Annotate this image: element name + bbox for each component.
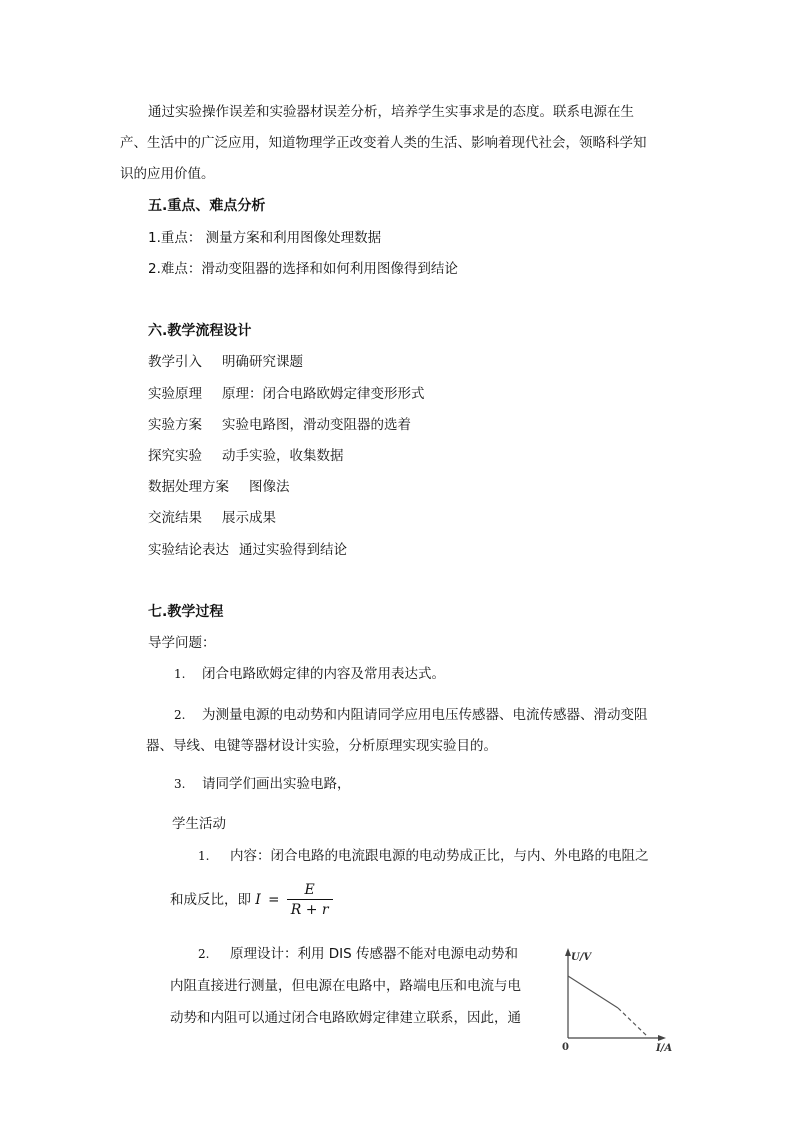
flow-row-label: 实验原理 <box>148 386 202 402</box>
origin-label: 0 <box>562 1042 569 1053</box>
u-i-graph <box>552 938 682 1058</box>
flow-row-label: 实验方案 <box>148 417 202 433</box>
ohm-formula-fraction <box>287 881 333 920</box>
flow-row <box>148 508 276 528</box>
u-i-line-solid <box>568 976 618 1008</box>
activity-2-text-3: 动势和内阻可以通过闭合电路欧姆定律建立联系，因此，通 <box>170 1010 521 1026</box>
intro-line-2: 产、生活中的广泛应用，知道物理学正改变着人类的生活、影响着现代社会，领略科学知 <box>120 135 647 151</box>
flow-row-label: 教学引入 <box>148 354 202 370</box>
section5-item-1: 1.重点： 测量方案和利用图像处理数据 <box>148 230 382 246</box>
flow-row-desc: 原理：闭合电路欧姆定律变形形式 <box>222 386 425 402</box>
formula-denominator: R + r <box>290 901 329 918</box>
flow-row <box>148 540 347 560</box>
activity-2 <box>198 944 518 964</box>
flow-row <box>148 384 425 404</box>
flow-row-desc: 展示成果 <box>222 510 276 526</box>
flow-row <box>148 477 290 497</box>
question-2-number: 2. <box>174 708 186 722</box>
x-axis-label: I/A <box>656 1043 673 1054</box>
flow-row-desc: 通过实验得到结论 <box>239 542 347 558</box>
activity-2-text-1: 原理设计：利用 DIS 传感器不能对电源电动势和 <box>230 946 519 962</box>
activity-label: 学生活动 <box>172 816 226 832</box>
flow-row-desc: 明确研究课题 <box>222 354 303 370</box>
flow-row-desc: 图像法 <box>249 479 290 495</box>
section7-heading: 七.教学过程 <box>148 604 224 620</box>
section6-heading: 六.教学流程设计 <box>148 323 252 339</box>
question-1-number: 1. <box>174 667 186 681</box>
question-2-text-2: 器、导线、电键等器材设计实验，分析原理实现实验目的。 <box>146 738 497 754</box>
formula-equals: = <box>268 892 280 908</box>
activity-1-text-1: 内容：闭合电路的电流跟电源的电动势成正比，与内、外电路的电阻之 <box>230 848 649 864</box>
flow-row-label: 探究实验 <box>148 448 202 464</box>
y-axis-label: U/V <box>571 952 592 963</box>
activity-1-number: 1. <box>198 849 210 863</box>
guide-label: 导学问题： <box>148 635 216 651</box>
flow-row <box>148 446 344 466</box>
question-3-text: 请同学们画出实验电路， <box>202 776 351 792</box>
u-i-line-dashed <box>618 1008 648 1037</box>
question-1 <box>174 664 445 684</box>
activity-1-text-2: 和成反比，即 <box>170 892 251 908</box>
section5-item-2: 2.难点：滑动变阻器的选择和如何利用图像得到结论 <box>148 261 458 277</box>
x-axis-arrow <box>658 1035 666 1041</box>
flow-row-desc: 实验电路图，滑动变阻器的选着 <box>222 417 411 433</box>
intro-line-1: 通过实验操作误差和实验器材误差分析，培养学生实事求是的态度。联系电源在生 <box>148 104 634 120</box>
activity-1 <box>198 846 649 866</box>
flow-row <box>148 352 303 372</box>
formula-lhs: I <box>255 892 261 908</box>
activity-2-number: 2. <box>198 947 210 961</box>
question-2 <box>174 705 648 725</box>
question-3-number: 3. <box>174 777 186 791</box>
activity-1-line-2 <box>170 880 333 920</box>
question-1-text: 闭合电路欧姆定律的内容及常用表达式。 <box>202 666 445 682</box>
intro-line-3: 识的应用价值。 <box>120 166 215 182</box>
flow-row-desc: 动手实验，收集数据 <box>222 448 344 464</box>
flow-row-label: 实验结论表达 <box>148 542 229 558</box>
flow-row <box>148 415 411 435</box>
formula-numerator: E <box>287 881 333 900</box>
question-2-text-1: 为测量电源的电动势和内阻请同学应用电压传感器、电流传感器、滑动变阻 <box>202 707 648 723</box>
section5-heading: 五.重点、难点分析 <box>148 198 266 214</box>
activity-2-text-2: 内阻直接进行测量，但电源在电路中，路端电压和电流与电 <box>170 978 521 994</box>
flow-row-label: 交流结果 <box>148 510 202 526</box>
question-3 <box>174 774 351 794</box>
flow-row-label: 数据处理方案 <box>148 479 229 495</box>
